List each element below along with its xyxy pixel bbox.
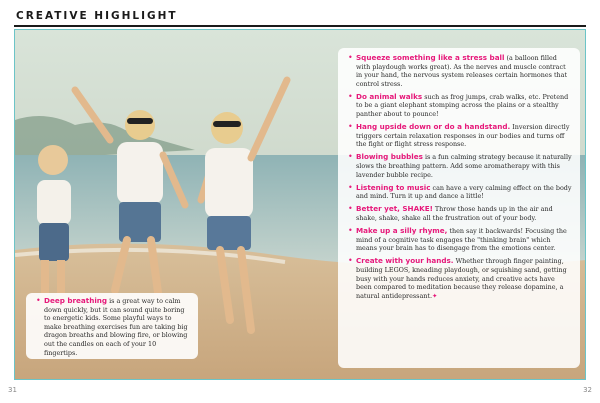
- tip-item: [348, 93, 572, 119]
- tip-text: Inversion directly triggers certain relaxation responses in our bodies and turns off the fight or flight stress response.: [356, 123, 570, 149]
- tip-item: [348, 257, 572, 300]
- tip-text: is a fun calming strategy because it naturally slows the breathing pattern. Add some aromatherapy with this lavender bubble recipe.: [356, 153, 572, 179]
- page-number-left: 31: [8, 386, 17, 394]
- tip-lead: Deep breathing: [44, 296, 108, 305]
- tip-text: Throw those hands up in the air and shake, shake, shake all the frustration out of your body.: [356, 205, 553, 222]
- header-label: CREATIVE HIGHLIGHT: [16, 10, 178, 22]
- tip-lead: Squeeze something like a stress ball: [356, 53, 505, 62]
- tip-text: such as frog jumps, crab walks, etc. Pretend to be a giant elephant stomping across the plains or a stealthy panther about to pounce!: [356, 92, 569, 119]
- tip-lead: Listening to music: [356, 182, 431, 192]
- tip-lead: Blowing bubbles: [356, 152, 423, 162]
- left-tip-box: [26, 293, 198, 359]
- page-number-right: 32: [583, 386, 592, 394]
- tips-panel: [338, 48, 580, 368]
- tip-lead: Create with your hands.: [356, 256, 454, 266]
- tip-text: can have a very calming effect on the body and mind. Turn it up and dance a little!: [356, 183, 572, 201]
- tip-lead: Hang upside down or do a handstand.: [356, 122, 511, 132]
- tip-item: [36, 297, 190, 357]
- tip-lead: Do animal walks: [356, 91, 423, 101]
- tip-item: [348, 153, 572, 179]
- header-rule: [14, 25, 586, 27]
- tip-item: [348, 184, 572, 201]
- tip-text: then say it backwards! Focusing the mind of a cognitive task engages the "thinking brain" which means your brain has to disengage from the emotions center.: [356, 227, 567, 253]
- tip-item: [348, 227, 572, 253]
- tip-lead: Make up a silly rhyme,: [356, 226, 448, 236]
- tip-item: [348, 205, 572, 222]
- tip-text: Whether through finger painting, building LEGOS, kneading playdough, or squishing sand, getting busy with your hands reduces anxiety, and creative acts have been compared to meditation because they release dopamine, a natural antidepressant.: [356, 257, 567, 300]
- tip-text: (a balloon filled with playdough works great). As the nerves and muscle contract in your hand, the nervous system releases certain hormones that control stress.: [356, 54, 568, 88]
- tip-lead: Better yet, SHAKE!: [356, 204, 433, 214]
- tip-text: is a great way to calm down quickly, but it can sound quite boring to energetic kids. Some playful ways to make breathing exercises fun are taking big dragon breaths and blowing fire, or blowing out the candles on each of your 10 fingertips.: [44, 297, 188, 357]
- tip-item: [348, 123, 572, 149]
- tip-item: [348, 54, 572, 88]
- end-mark: ✦: [431, 291, 438, 300]
